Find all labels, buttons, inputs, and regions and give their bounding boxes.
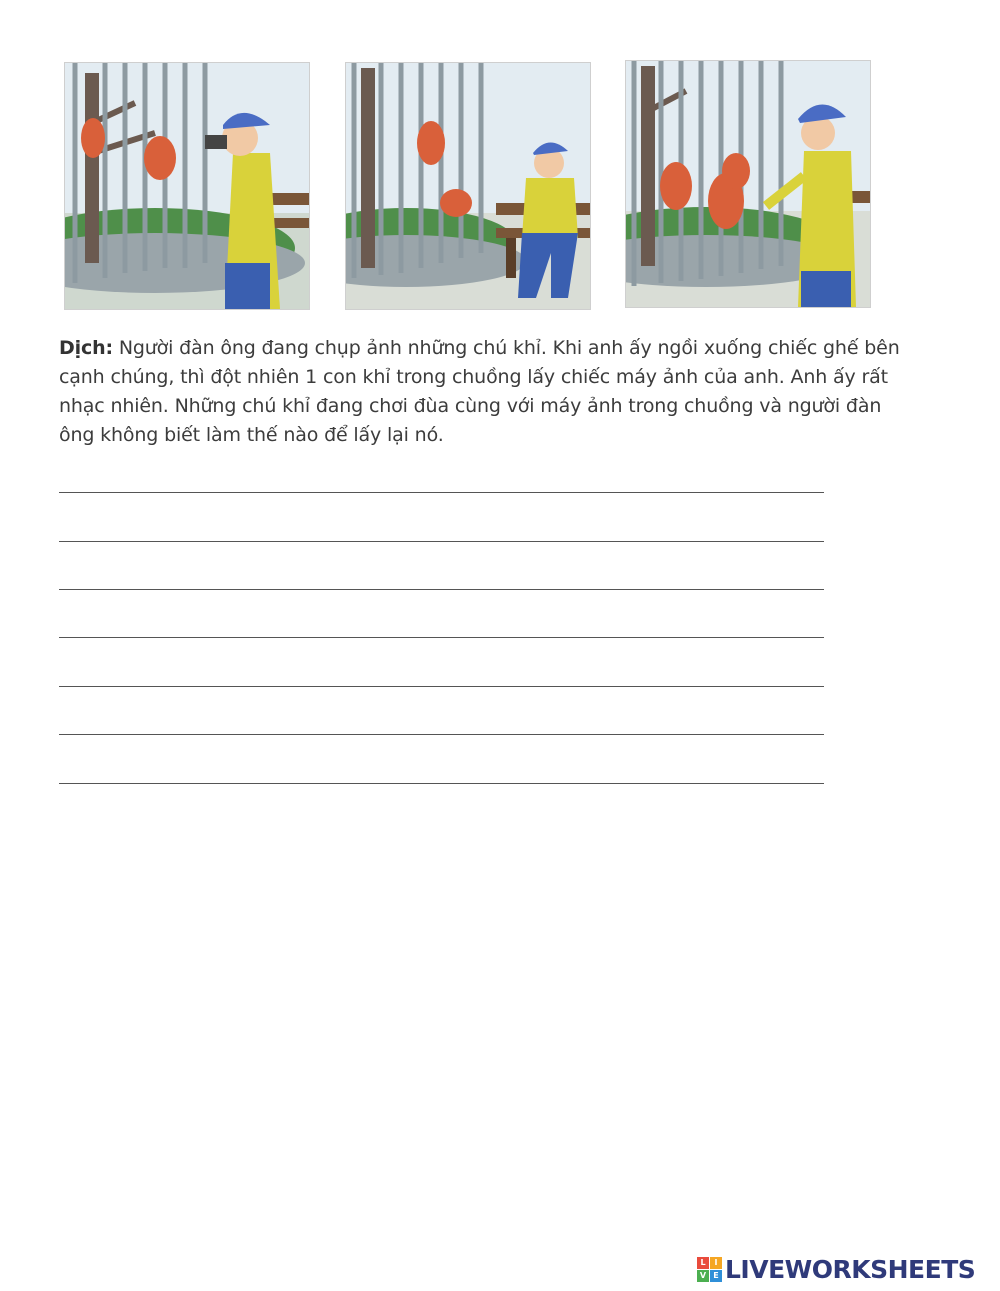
writing-line-7[interactable] [59, 783, 824, 784]
comic-panel-1 [64, 62, 310, 310]
translation-line-1: Dịch: Người đàn ông đang chụp ảnh những chú khỉ. Khi anh ấy ngồi xuống chiếc ghế bên [59, 337, 900, 359]
logo-block-e: E [710, 1270, 722, 1282]
writing-line-1[interactable] [59, 492, 824, 493]
translation-line-4: ông không biết làm thế nào để lấy lại nó. [59, 424, 444, 446]
liveworksheets-logo [697, 1254, 975, 1284]
translation-line-2: cạnh chúng, thì đột nhiên 1 con khỉ trong chuồng lấy chiếc máy ảnh của anh. Anh ấy rất [59, 366, 888, 388]
writing-line-6[interactable] [59, 734, 824, 735]
writing-line-5[interactable] [59, 686, 824, 687]
translation-label: Dịch: [59, 337, 113, 359]
translation-line-3: nhạc nhiên. Những chú khỉ đang chơi đùa cùng với máy ảnh trong chuồng và người đàn [59, 395, 882, 417]
comic-panel-3 [625, 60, 871, 308]
monkeys-playing-with-camera-illustration [626, 61, 870, 307]
writing-line-3[interactable] [59, 589, 824, 590]
writing-line-4[interactable] [59, 637, 824, 638]
comic-panel-2 [345, 62, 591, 310]
logo-block-l: L [697, 1257, 709, 1269]
logo-block-i: I [710, 1257, 722, 1269]
logo-text: LIVEWORKSHEETS [725, 1254, 976, 1284]
man-photographing-monkeys-illustration [65, 63, 309, 309]
man-sitting-on-bench-illustration [346, 63, 590, 309]
logo-block-v: V [697, 1270, 709, 1282]
logo-blocks-icon [697, 1257, 722, 1282]
translation-paragraph [59, 334, 949, 450]
writing-line-2[interactable] [59, 541, 824, 542]
